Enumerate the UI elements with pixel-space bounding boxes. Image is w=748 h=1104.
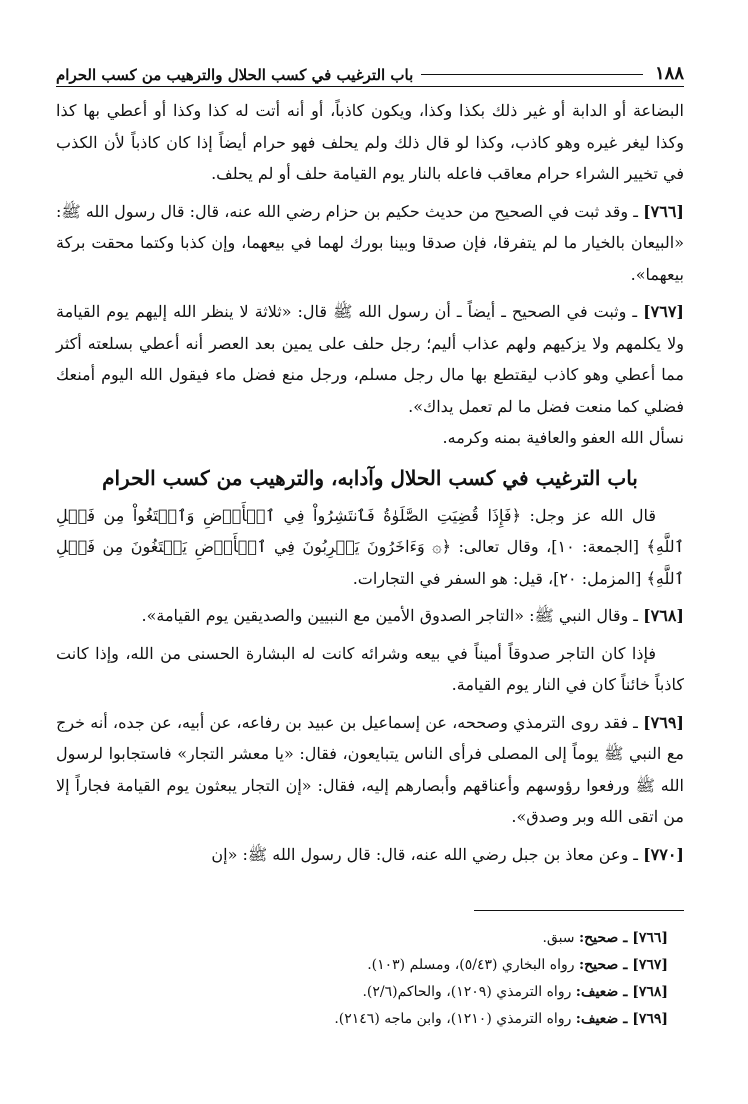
hadith-number: [٧٧٠] bbox=[643, 844, 684, 864]
paragraph-text: قال الله عز وجل: ﴿فَإِذَا قُضِيَتِ الصَّلَوٰةُ فَٱنتَشِرُواْ فِي ٱلۡأَرۡضِ وَٱبۡتَغُواْ مِن فَضۡلِ ٱللَّهِ﴾ [الجمعة: ١٠]، وقال تعالى: ﴿۞ وَءَاخَرُونَ يَضۡرِبُونَ فِي ٱلۡأَرۡضِ يَبۡتَغُونَ مِن فَضۡلِ ٱللَّهِ﴾ [المزمل: ٢٠]، قيل: هو السفر في التجارات. bbox=[56, 505, 685, 588]
quran-paragraph bbox=[56, 500, 684, 595]
hadith-text: ـ وقد ثبت في الصحيح من حديث حكيم بن حزام رضي الله عنه، قال: قال رسول الله ﷺ: «البيعان بالخيار ما لم يتفرقا، فإن صدقا وبينا بورك لهما في بيعهما، وإن كذبا وكتما محقت بركة بيعهما». bbox=[56, 201, 684, 284]
hadith-766 bbox=[56, 196, 684, 291]
hadith-770 bbox=[56, 839, 684, 871]
hadith-768 bbox=[56, 600, 684, 632]
hadith-number: [٧٦٧] bbox=[643, 302, 684, 321]
footnote-number: [٧٦٩] bbox=[632, 1011, 668, 1027]
hadith-number: [٧٦٨] bbox=[643, 606, 684, 625]
footnote-text: رواه الترمذي (١٢١٠)، وابن ماجه (٢١٤٦). bbox=[334, 1011, 576, 1027]
hadith-number: [٧٦٩] bbox=[643, 712, 684, 732]
hadith-text: ـ وقال النبي ﷺ: «التاجر الصدوق الأمين مع النبيين والصديقين يوم القيامة». bbox=[141, 606, 644, 625]
closing-prayer: نسأل الله العفو والعافية بمنه وكرمه. bbox=[442, 428, 684, 447]
footnote bbox=[56, 952, 668, 979]
paragraph bbox=[56, 638, 684, 701]
footnote-text: رواه البخاري (٥/٤٣)، ومسلم (١٠٣). bbox=[367, 957, 579, 973]
header-rule bbox=[421, 74, 643, 75]
footnote bbox=[56, 925, 668, 952]
footnotes bbox=[56, 925, 684, 1033]
hadith-769 bbox=[56, 707, 684, 833]
footnote-number: [٧٦٧] bbox=[632, 957, 668, 973]
running-title: باب الترغيب في كسب الحلال والترهيب من كسب الحرام bbox=[56, 66, 414, 84]
hadith-text: ـ وثبت في الصحيح ـ أيضاً ـ أن رسول الله ﷺ قال: «ثلاثة لا ينظر الله إليهم يوم القيامة ولا يكلمهم ولا يزكيهم ولهم عذاب أليم؛ رجل حلف على يمين بعد العصر أنه أعطي بسلعته أكثر مما أعطي وهو كاذب ليقتطع بها مال رجل مسلم، ورجل منع فضل ماء فيقول الله اليوم أمنعك فضلي كما منعت فضل ما لم تعمل يداك». bbox=[56, 302, 684, 416]
paragraph-text: فإذا كان التاجر صدوقاً أميناً في بيعه وشرائه كانت له البشارة الحسنى من الله، وإذا كانت كاذباً خائناً كان في النار يوم القيامة. bbox=[56, 643, 684, 694]
footnote-text: رواه الترمذي (١٢٠٩)، والحاكم(٢/٦). bbox=[362, 984, 576, 1000]
header-divider bbox=[56, 86, 684, 87]
footnote-grade: ـ صحيح: bbox=[578, 957, 633, 973]
footnote-divider bbox=[474, 910, 684, 911]
page-body bbox=[56, 95, 684, 870]
hadith-number: [٧٦٦] bbox=[643, 201, 684, 221]
paragraph bbox=[56, 95, 684, 190]
paragraph-text: البضاعة أو الدابة أو غير ذلك بكذا وكذا، ويكون كاذباً، أو أنه أتت له كذا وكذا أو أعطي بها كذا وكذا ليغر غيره وهو كاذب، وكذا لو قال ذلك ولم يحلف فهو حرام أيضاً إذا كان كاذباً لأن الكذب في تخيير الشراء حرام معاقب فاعله بالنار يوم القيامة حلف أو لم يحلف. bbox=[56, 101, 684, 183]
book-page bbox=[56, 52, 684, 1072]
footnote-number: [٧٦٨] bbox=[632, 984, 668, 1000]
footnote-grade: ـ ضعيف: bbox=[575, 984, 633, 1000]
page-number: ١٨٨ bbox=[654, 63, 684, 84]
hadith-767 bbox=[56, 296, 684, 454]
footnote bbox=[56, 1006, 668, 1033]
footnote-grade: ـ صحيح: bbox=[578, 930, 633, 946]
footnote-number: [٧٦٦] bbox=[632, 930, 668, 946]
hadith-text: ـ فقد روى الترمذي وصححه، عن إسماعيل بن عبيد بن رفاعه، عن أبيه، عن جده، أنه خرج مع النبي ﷺ يوماً إلى المصلى فرأى الناس يتبايعون، فقال: «يا معشر التجار» فاستجابوا لرسول الله ﷺ ورفعوا رؤوسهم وأعناقهم وأبصارهم إليه، فقال: «إن التجار يبعثون يوم القيامة فجاراً إلا من اتقى الله وبر وصدق». bbox=[56, 712, 684, 826]
footnote bbox=[56, 979, 668, 1006]
section-title: باب الترغيب في كسب الحلال وآدابه، والترهيب من كسب الحرام bbox=[102, 465, 638, 490]
footnote-grade: ـ ضعيف: bbox=[575, 1011, 633, 1027]
hadith-text: ـ وعن معاذ بن جبل رضي الله عنه، قال: قال رسول الله ﷺ: «إن bbox=[211, 844, 644, 864]
running-header bbox=[56, 52, 684, 84]
footnote-text: سبق. bbox=[542, 930, 579, 946]
